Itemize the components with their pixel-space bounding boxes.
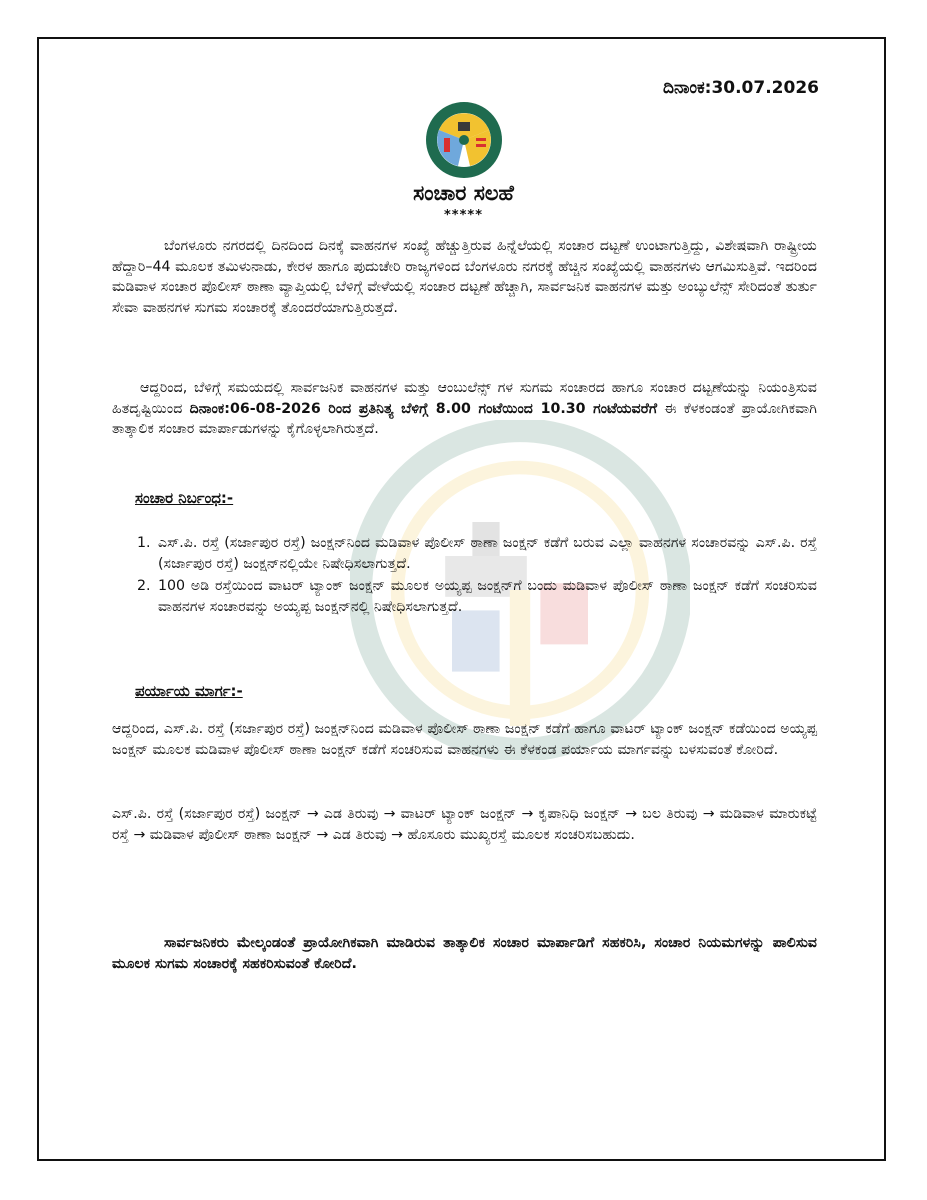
closing-paragraph: ಸಾರ್ವಜನಿಕರು ಮೇಲ್ಕಂಡಂತೆ ಪ್ರಾಯೋಗಿಕವಾಗಿ ಮಾಡಿರುವ ತಾತ್ಕಾಲಿಕ ಸಂಚಾರ ಮಾರ್ಪಾಡಿಗೆ ಸಹಕರಿಸಿ, ಸಂಚಾರ ನಿಯಮಗಳನ್ನು ಪಾಲಿಸುವ ಮೂಲಕ ಸುಗಮ ಸಂಚಾರಕ್ಕೆ ಸಹಕರಿಸುವಂತೆ ಕೋರಿದೆ. [112,935,817,972]
alternate-route-paragraph: ಆದ್ದರಿಂದ, ಎಸ್.ಪಿ. ರಸ್ತೆ (ಸರ್ಜಾಪುರ ರಸ್ತೆ) ಜಂಕ್ಷನ್‌ನಿಂದ ಮಡಿವಾಳ ಪೊಲೀಸ್ ಠಾಣಾ ಜಂಕ್ಷನ್ ಕಡೆಗೆ ಹಾಗೂ ವಾಟರ್ ಟ್ಯಾಂಕ್ ಜಂಕ್ಷನ್ ಕಡೆಯಿಂದ ಅಯ್ಯಪ್ಪ ಜಂಕ್ಷನ್ ಮೂಲಕ ಮಡಿವಾಳ ಪೊಲೀಸ್ ಠಾಣಾ ಜಂಕ್ಷನ್ ಕಡೆಗೆ ಸಂಚರಿಸುವ ವಾಹನಗಳು ಈ ಕೆಳಕಂಡ ಪರ್ಯಾಯ ಮಾರ್ಗವನ್ನು ಬಳಸುವಂತೆ ಕೋರಿದೆ. [112,721,817,758]
measures-paragraph [112,378,817,440]
list-item-text: 100 ಅಡಿ ರಸ್ತೆಯಿಂದ ವಾಟರ್ ಟ್ಯಾಂಕ್ ಜಂಕ್ಷನ್ ಮೂಲಕ ಅಯ್ಯಪ್ಪ ಜಂಕ್ಷನ್‌ಗೆ ಬಂದು ಮಡಿವಾಳ ಪೊಲೀಸ್ ಠಾಣಾ ಜಂಕ್ಷನ್ ಕಡೆಗೆ ಸಂಚರಿಸುವ ವಾಹನಗಳ ಸಂಚಾರವನ್ನು ಅಯ್ಯಪ್ಪ ಜಂಕ್ಷನ್‌ನಲ್ಲಿ ನಿಷೇಧಿಸಲಾಗುತ್ತದೆ. [158,578,817,615]
measures-text-1: ಆದ್ದರಿಂದ, ಬೆಳಿಗ್ಗೆ ಸಮಯದಲ್ಲಿ ಸಾರ್ವಜನಿಕ ವಾಹನಗಳ ಮತ್ತು ಆಂಬುಲೆನ್ಸ್ ಗಳ ಸುಗಮ ಸಂಚಾರದ ಹಾಗೂ ಸಂಚಾರ ದಟ್ಟಣೆಯನ್ನು ನಿಯಂತ್ರಿಸುವ ಹಿತದೃಷ್ಟಿಯಿಂದ [112,380,817,417]
title-separator: ***** [444,208,483,223]
bengaluru-traffic-police-logo-icon [414,100,514,180]
restriction-list [112,533,817,619]
alternate-route-heading: ಪರ್ಯಾಯ ಮಾರ್ಗ:- [135,682,243,700]
restriction-heading: ಸಂಚಾರ ನಿರ್ಬಂಧ:- [135,489,234,507]
document-date: ದಿನಾಂಕ:30.07.2026 [663,78,819,98]
measures-text-2: ಈ ಕೆಳಕಂಡಂತೆ ಪ್ರಾಯೋಗಿಕವಾಗಿ ತಾತ್ಕಾಲಿಕ ಸಂಚಾರ ಮಾರ್ಪಾಡುಗಳನ್ನು ಕೈಗೊಳ್ಳಲಾಗಿರುತ್ತದೆ. [112,400,817,437]
list-item-text: ಎಸ್.ಪಿ. ರಸ್ತೆ (ಸರ್ಜಾಪುರ ರಸ್ತೆ) ಜಂಕ್ಷನ್‌ನಿಂದ ಮಡಿವಾಳ ಪೊಲೀಸ್ ಠಾಣಾ ಜಂಕ್ಷನ್ ಕಡೆಗೆ ಬರುವ ಎಲ್ಲಾ ವಾಹನಗಳ ಸಂಚಾರವನ್ನು ಎಸ್.ಪಿ. ರಸ್ತೆ (ಸರ್ಜಾಪುರ ರಸ್ತೆ) ಜಂಕ್ಷನ್‌ನಲ್ಲಿಯೇ ನಿಷೇಧಿಸಲಾಗುತ್ತದೆ. [158,535,817,572]
list-item [112,576,817,617]
page-title: ಸಂಚಾರ ಸಲಹೆ [413,181,514,205]
intro-paragraph: ಬೆಂಗಳೂರು ನಗರದಲ್ಲಿ ದಿನದಿಂದ ದಿನಕ್ಕೆ ವಾಹನಗಳ ಸಂಖ್ಯೆ ಹೆಚ್ಚುತ್ತಿರುವ ಹಿನ್ನೆಲೆಯಲ್ಲಿ ಸಂಚಾರ ದಟ್ಟಣೆ ಉಂಟಾಗುತ್ತಿದ್ದು, ವಿಶೇಷವಾಗಿ ರಾಷ್ಟ್ರೀಯ ಹೆದ್ದಾರಿ–44 ಮೂಲಕ ತಮಿಳುನಾಡು, ಕೇರಳ ಹಾಗೂ ಪುದುಚೇರಿ ರಾಜ್ಯಗಳಿಂದ ಬೆಂಗಳೂರು ನಗರಕ್ಕೆ ಹೆಚ್ಚಿನ ಸಂಖ್ಯೆಯಲ್ಲಿ ವಾಹನಗಳು ಆಗಮಿಸುತ್ತಿವೆ. ಇದರಿಂದ ಮಡಿವಾಳ ಸಂಚಾರ ಪೊಲೀಸ್ ಠಾಣಾ ವ್ಯಾಪ್ತಿಯಲ್ಲಿ ಬೆಳಿಗ್ಗೆ ವೇಳೆಯಲ್ಲಿ ಸಂಚಾರ ದಟ್ಟಣೆ ಹೆಚ್ಚಾಗಿ, ಸಾರ್ವಜನಿಕ ವಾಹನಗಳ ಮತ್ತು ಅಂಬ್ಯುಲೆನ್ಸ್ ಸೇರಿದಂತೆ ತುರ್ತು ಸೇವಾ ವಾಹನಗಳ ಸುಗಮ ಸಂಚಾರಕ್ಕೆ ತೊಂದರೆಯಾಗುತ್ತಿರುತ್ತದೆ. [112,238,817,316]
list-item [112,533,817,574]
effective-date-time: ದಿನಾಂಕ:06-08-2026 ರಿಂದ ಪ್ರತಿನಿತ್ಯ ಬೆಳಿಗ್ಗೆ 8.00 ಗಂಟೆಯಿಂದ 10.30 ಗಂಟೆಯವರೆಗೆ [189,400,658,417]
route-description: ಎಸ್.ಪಿ. ರಸ್ತೆ (ಸರ್ಜಾಪುರ ರಸ್ತೆ) ಜಂಕ್ಷನ್ → ಎಡ ತಿರುವು → ವಾಟರ್ ಟ್ಯಾಂಕ್ ಜಂಕ್ಷನ್ → ಕೃಪಾನಿಧಿ ಜಂಕ್ಷನ್ → ಬಲ ತಿರುವು → ಮಡಿವಾಳ ಮಾರುಕಟ್ಟೆ ರಸ್ತೆ → ಮಡಿವಾಳ ಪೊಲೀಸ್ ಠಾಣಾ ಜಂಕ್ಷನ್ → ಎಡ ತಿರುವು → ಹೊಸೂರು ಮುಖ್ಯರಸ್ತೆ ಮೂಲಕ ಸಂಚರಿಸಬಹುದು. [112,806,817,843]
list-item-number: 1. [137,535,151,551]
list-item-number: 2. [137,578,151,594]
